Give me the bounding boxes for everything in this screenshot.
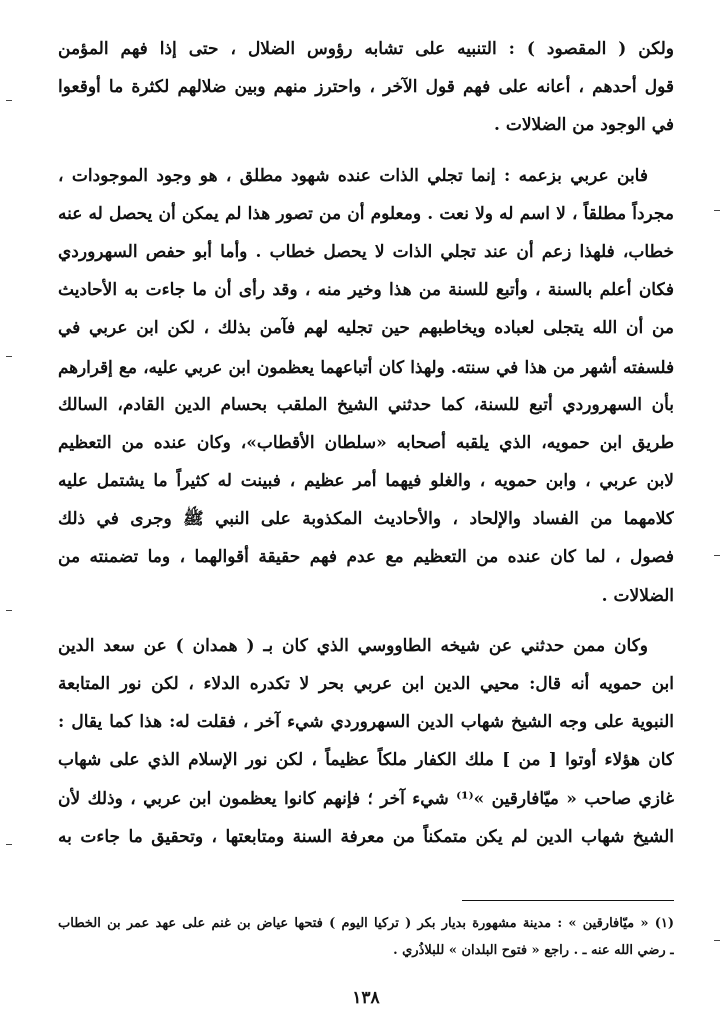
text-line: فصول ، لما كان عنده من التعظيم مع عدم فهم حقيقة أقوالهما ، وما تضمنته من — [58, 547, 674, 568]
paragraph-gap — [58, 145, 674, 157]
text-line: الشيخ شهاب الدين لم يكن متمكناً من معرفة السنة ومتابعتها ، وتحقيق ما جاءت به — [58, 826, 674, 847]
margin-tick — [714, 555, 720, 556]
document-page — [58, 30, 674, 1030]
paragraph-1 — [58, 30, 674, 145]
margin-tick — [6, 100, 12, 101]
text-line: قول أحدهم ، أعانه على فهم قول الآخر ، واحترز منهم وبين ضلالهم لكثرة ما أوقعوا — [58, 77, 674, 98]
text-line: وكان ممن حدثني عن شيخه الطاووسي الذي كان بـ ( همدان ) عن سعد الدين — [58, 635, 648, 656]
text-line: غازي صاحب « ميّافارقين »⁽¹⁾ شيء آخر ؛ فإنهم كانوا يعظمون ابن عربي ، وذلك لأن — [58, 788, 674, 809]
text-line: في الوجود من الضلالات . — [494, 115, 674, 136]
text-line: كان هؤلاء أوتوا [ من ] ملك الكفار ملكاً عظيماً ، لكن نور الإسلام الذي على شهاب — [58, 750, 674, 771]
text-line: الضلالات . — [601, 585, 674, 606]
text-line: طريق ابن حمويه، الذي يلقبه أصحابه «سلطان الأقطاب»، وكان عنده من التعظيم — [58, 432, 674, 453]
text-line: ولكن ( المقصود ) : التنبيه على تشابه رؤوس الضلال ، حتى إذا فهم المؤمن — [58, 39, 674, 59]
footnote-line: (١) « ميّافارقين » : مدينة مشهورة بديار بكر ( تركيا اليوم ) فتحها عياض بن غنم على عهد عمر بن الخطاب — [58, 916, 674, 931]
paragraph-2 — [58, 157, 674, 615]
margin-tick — [6, 356, 12, 357]
paragraph-3 — [58, 627, 674, 856]
text-line: بأن السهروردي أتبع للسنة، كما حدثني الشيخ الملقب بحسام الدين القادم، السالك — [58, 394, 674, 415]
paragraph-gap — [58, 615, 674, 627]
text-line: مجرداً مطلقاً ، لا اسم له ولا نعت . ومعلوم أن من تصور هذا لم يمكن أن يحصل له عنه — [58, 203, 674, 224]
text-line: خطاب، فلهذا زعم أن عند تجلي الذات لا يحصل خطاب . وأما أبو حفص السهروردي — [58, 241, 674, 262]
text-line: فلسفته أشهر من هذا في سنته. ولهذا كان أتباعهما يعظمون ابن عربي عليه، مع إقرارهم — [58, 356, 674, 377]
text-line: فابن عربي بزعمه : إنما تجلي الذات عنده شهود مطلق ، هو وجود الموجودات ، — [58, 165, 648, 186]
text-line: ابن حمويه أنه قال: محيي الدين ابن عربي بحر لا تكدره الدلاء ، لكن نور المتابعة — [58, 674, 674, 694]
footnotes — [58, 910, 674, 964]
text-line: النبوية على وجه الشيخ شهاب الدين السهروردي شيء آخر ، فقلت له: هذا كما يقال : — [58, 712, 674, 733]
margin-tick — [714, 210, 720, 211]
text-line: لابن عربي ، وابن حمويه ، والغلو فيهما أمر عظيم ، فبينت له كثيراً ما يشتمل عليه — [58, 471, 674, 492]
margin-tick — [714, 940, 720, 941]
footnote-line: ـ رضي الله عنه ـ . راجع « فتوح البلدان » للبلاذُري . — [393, 943, 674, 958]
text-line: فكان أعلم بالسنة ، وأتبع للسنة من هذا وخير منه ، وقد رأى أن ما جاءت به الأحاديث — [58, 280, 674, 301]
text-line: من أن الله يتجلى لعباده ويخاطبهم حين تجليه لهم فآمن بذلك ، لكن ابن عربي في — [58, 318, 674, 339]
page-number: ١٣٨ — [352, 988, 380, 1008]
margin-tick — [6, 844, 12, 845]
footnote-separator — [462, 900, 674, 901]
margin-tick — [6, 610, 12, 611]
text-line: كلامهما من الفساد والإلحاد ، والأحاديث المكذوبة على النبي ﷺ وجرى في ذلك — [58, 509, 674, 530]
